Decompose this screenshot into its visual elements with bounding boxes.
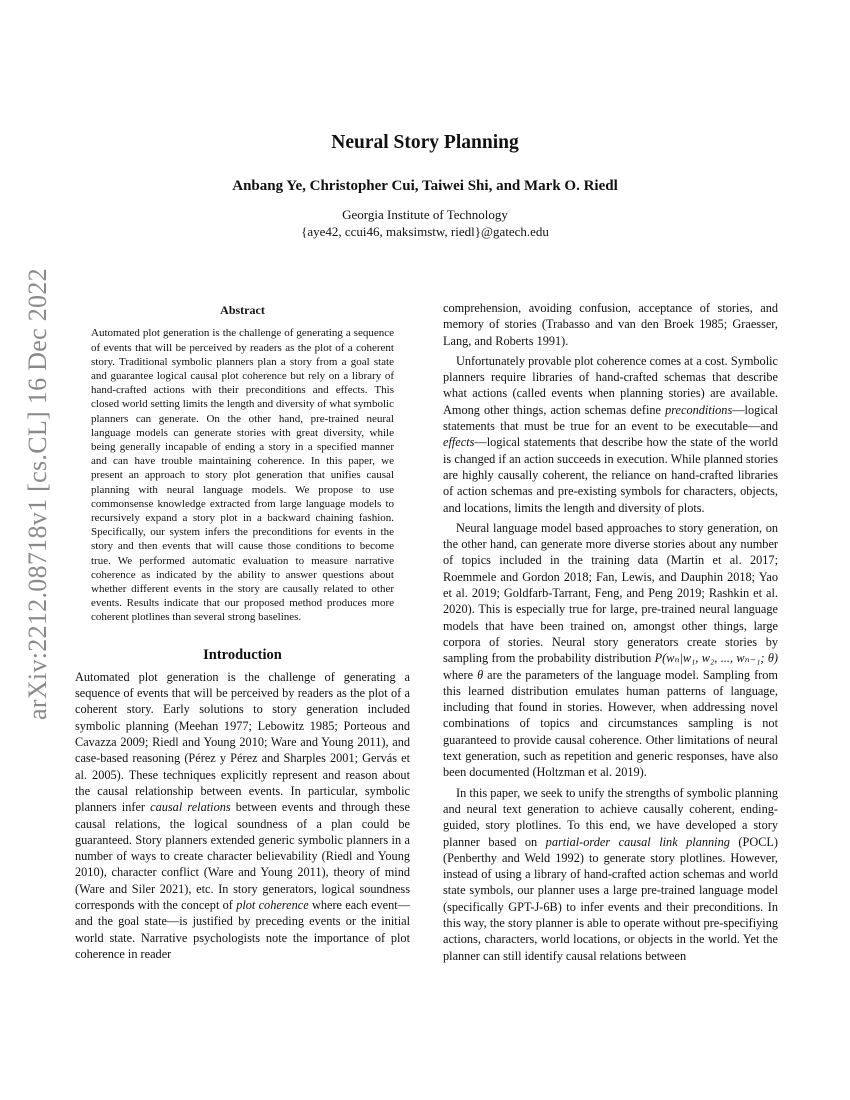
abstract-heading: Abstract: [220, 303, 265, 317]
author-list: Anbang Ye, Christopher Cui, Taiwei Shi, and Mark O. Riedl: [232, 178, 618, 194]
probability-formula: P(wₙ|w₁, w₂, ..., wₙ₋₁; θ): [654, 651, 778, 666]
author-emails: {aye42, ccui46, maksimstw, riedl}@gatech.edu: [301, 224, 549, 239]
abstract-text: Automated plot generation is the challenge of generating a sequence of events that will be perceived by readers as the plot of a coherent story. Traditional symbolic planners plan a story from a goal state and guarantee logical causal plot coherence but rely on a library of hand-crafted actions with their preconditions and effects. This closed world setting limits the length and diversity of what symbolic planners can generate. On the other hand, pre-trained neural language models can generate stories with great diversity, while being generally incapable of ending a story in a specified manner and can have trouble maintaining coherence. In this paper, we present an approach to story plot generation that unifies causal planning with neural language models. We propose to use commonsense knowledge extracted from large language models to recursively expand a story plot in a backward chaining fashion. Specifically, our system infers the preconditions for events in the story and then events that will cause those conditions to become true. We performed automatic evaluation to measure narrative coherence as indicated by the ability to answer questions about whether different events in the story are causally related to other events. Results indicate that our proposed method produces more coherent plotlines than several strong baselines.: [91, 327, 394, 624]
affiliation-block: [0, 206, 850, 240]
intro-paragraph-1: Automated plot generation is the challenge of generating a sequence of events that will be perceived by readers as the plot of a coherent story. Early solutions to story generation included symbolic planning (Meehan 1977; Lebowitz 1985; Porteous and Cavazza 2009; Riedl and Young 2010; Ware and Young 2011), and case-based reasoning (Pérez y Pérez and Sharples 2001; Gervás et al. 2005). These techniques explicitly represent and reason about the causal relationship between events. In particular, symbolic planners infer causal relations between events and through these causal relations, the logical soundness of a plan could be guaranteed. Story planners extended generic symbolic planners in a number of ways to create character believability (Riedl and Young 2010), character conflict (Ware and Young 2011), theory of mind (Ware and Siler 2021), etc. In story generators, logical soundness corresponds with the concept of plot coherence where each event—and the goal state—is justified by preceding events or the initial world state. Narrative psychologists note the importance of plot coherence in reader: [75, 669, 410, 961]
arxiv-id-text: arXiv:2212.08718v1 [cs.CL] 16 Dec 2022: [23, 268, 53, 720]
left-column: [75, 300, 410, 962]
right-column: [443, 300, 778, 964]
affiliation: Georgia Institute of Technology: [342, 207, 508, 222]
intro-paragraph-3: Neural language model based approaches to story generation, on the other hand, can generate more diverse stories about any number of topics included in the training data (Martin et al. 2017; Roemmele and Gordon 2018; Fan, Lewis, and Dauphin 2018; Yao et al. 2019; Goldfarb-Tarrant, Feng, and Peng 2019; Rashkin et al. 2020). This is especially true for large, pre-trained neural language models that have been trained on, amongst other things, large corpora of stories. Neural story generators create stories by sampling from the probability distribution P(wₙ|w₁, w₂, ..., wₙ₋₁; θ) where θ are the parameters of the language model. Sampling from this learned distribution emulates human patterns of language, including that found in stories. However, when addressing novel combinations of topics and circumstances sampling is not guaranteed to provide causal coherence. Other limitations of neural text generation, such as repetition and generic responses, have also been documented (Holtzman et al. 2019).: [443, 520, 778, 780]
theta-symbol: θ: [477, 667, 484, 682]
intro-paragraph-2: Unfortunately provable plot coherence comes at a cost. Symbolic planners require libraries of hand-crafted schemas that describe what actions (called events when planning stories) are available. Among other things, action schemas define preconditions—logical statements that must be true for an event to be executable—and effects—logical statements that describe how the state of the world is changed if an action succeeds in execution. While planned stories are highly causally coherent, the reliance on hand-crafted libraries of action schemas and pre-existing symbols for characters, objects, and locations, limits the length and diversity of plots.: [443, 353, 778, 515]
paper-title: Neural Story Planning: [331, 132, 519, 153]
intro-paragraph-1-continued: comprehension, avoiding confusion, acceptance of stories, and memory of stories (Trabasso and van den Broek 1985; Graesser, Lang, and Roberts 1991).: [443, 301, 778, 348]
arxiv-identifier: [23, 268, 53, 720]
intro-paragraph-4: In this paper, we seek to unify the strengths of symbolic planning and neural text generation to achieve causally coherent, ending-guided, story plotlines. To this end, we have developed a story planner based on partial-order causal link planning (POCL) (Penberthy and Weld 1992) to generate story plotlines. However, instead of using a library of hand-crafted action schemas and world state symbols, our planner uses a large pre-trained language model (specifically GPT-J-6B) to infer events and their preconditions. In this way, the story planner is able to operate without pre-specifiying actions, characters, world locations, or objects in the world. Yet the planner can still identify causal relations between: [443, 785, 779, 963]
introduction-heading: Introduction: [203, 646, 282, 663]
